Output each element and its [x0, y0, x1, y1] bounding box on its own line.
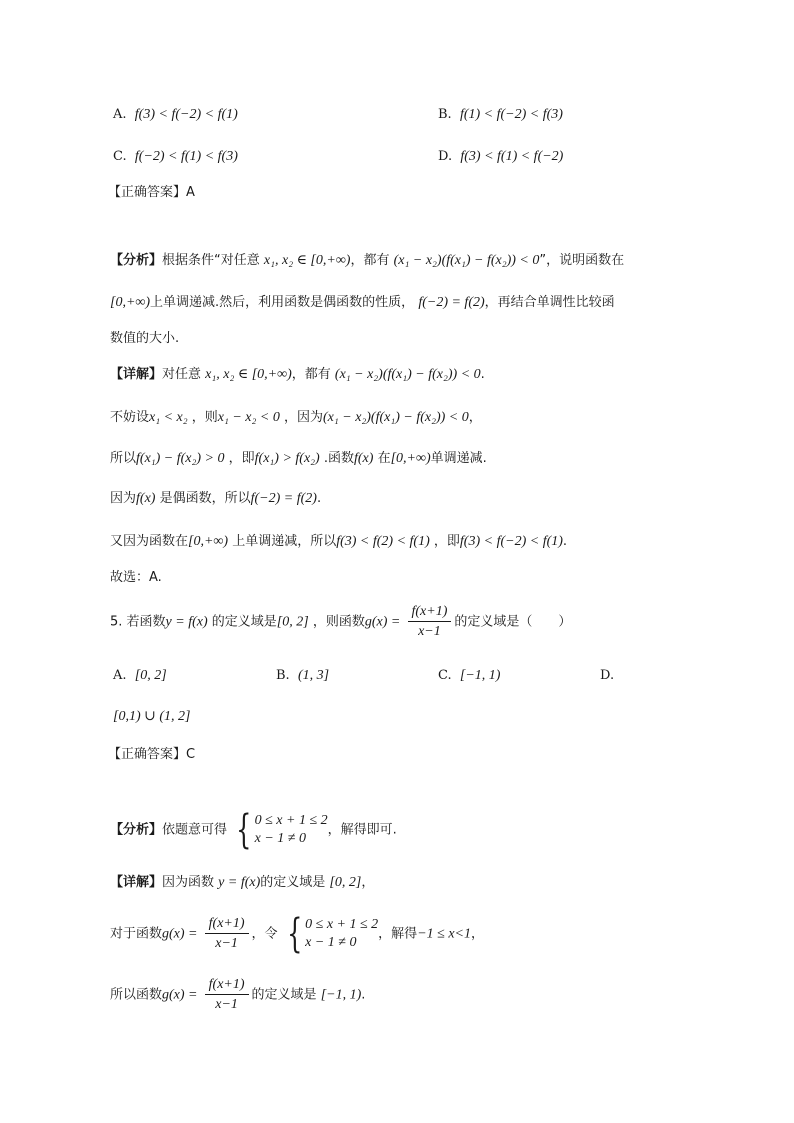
- q4-detail-line2: 不妨设x₁ < x₂ ，则x₁ − x₂ < 0 ，因为(x₁ − x₂)(f(x₁) − f(x₂)) < 0，: [110, 410, 482, 425]
- q4-detail-line4: 因为f(x) 是偶函数，所以f(−2) = f(2).: [110, 491, 322, 506]
- q4-detail-line5: 又因为函数在[0,+∞) 上单调递减，所以f(3) < f(2) < f(1) ，即f(3) < f(−2) < f(1).: [110, 534, 568, 549]
- q5-detail-line2: 对于函数g(x) = $\frac{f(x+1)}{x-1}$ ，令 { 0 ≤ x + 1 ≤ 2 x − 1 ≠ 0 ，解得−1 ≤ x<1，: [110, 911, 484, 957]
- fraction: $\frac{f(x+1)}{x-1}$: [408, 605, 452, 639]
- detail-label: 【详解】: [110, 367, 163, 382]
- q5-analysis: 【分析】依题意可得 { 0 ≤ x + 1 ≤ 2 x − 1 ≠ 0 ，解得即可.: [110, 807, 397, 853]
- q5-option-c: C. [−1, 1): [438, 668, 501, 683]
- analysis-label: 【分析】: [110, 253, 163, 268]
- q5-option-d: D.: [600, 668, 615, 683]
- q4-detail-line1: 【详解】对任意 x₁, x₂ ∈ [0,+∞)，都有 (x₁ − x₂)(f(x₁) − f(x₂)) < 0.: [110, 367, 485, 382]
- q4-option-a: A. f(3) < f(−2) < f(1): [113, 107, 238, 122]
- q4-answer: 【正确答案】A: [108, 185, 195, 200]
- q4-option-b: B. f(1) < f(−2) < f(3): [438, 107, 563, 122]
- q5-stem: 5. 若函数y = f(x) 的定义域是[0, 2] ，则函数g(x) = $\frac{f(x+1)}{x-1}$ 的定义域是（ ）: [110, 604, 572, 639]
- q4-analysis-line3: 数值的大小.: [110, 331, 180, 346]
- analysis-label: 【分析】: [110, 822, 163, 838]
- q4-option-c: C. f(−2) < f(1) < f(3): [113, 149, 238, 164]
- detail-label: 【详解】: [110, 875, 163, 890]
- q5-answer: 【正确答案】C: [108, 747, 196, 762]
- equation-system: { 0 ≤ x + 1 ≤ 2 x − 1 ≠ 0: [236, 807, 328, 853]
- q4-option-d: D. f(3) < f(1) < f(−2): [438, 149, 564, 164]
- q4-detail-line6: 故选：A.: [110, 570, 162, 585]
- fraction: $\frac{f(x+1)}{x-1}$: [205, 917, 249, 951]
- equation-system: { 0 ≤ x + 1 ≤ 2 x − 1 ≠ 0: [286, 911, 379, 957]
- q4-analysis-line1: 【分析】根据条件“对任意 x₁, x₂ ∈ [0,+∞)，都有 (x₁ − x₂)(f(x₁) − f(x₂)) < 0”，说明函数在: [110, 253, 625, 268]
- q5-option-b: B. (1, 3]: [276, 668, 330, 683]
- q4-analysis-line2: [0,+∞)上单调递减.然后，利用函数是偶函数的性质， f(−2) = f(2)，再结合单调性比较函: [110, 295, 615, 310]
- q5-option-a: A. [0, 2]: [113, 668, 167, 683]
- fraction: $\frac{f(x+1)}{x-1}$: [205, 978, 249, 1012]
- q5-option-d-value: [0,1) ∪ (1, 2]: [113, 709, 191, 724]
- q4-detail-line3: 所以f(x₁) − f(x₂) > 0 ，即f(x₁) > f(x₂) .函数f(x) 在[0,+∞)单调递减.: [110, 451, 487, 466]
- q5-detail-line3: 所以函数g(x) = $\frac{f(x+1)}{x-1}$ 的定义域是 [−1, 1).: [110, 977, 366, 1012]
- q5-detail-line1: 【详解】因为函数 y = f(x)的定义域是 [0, 2]，: [110, 875, 375, 890]
